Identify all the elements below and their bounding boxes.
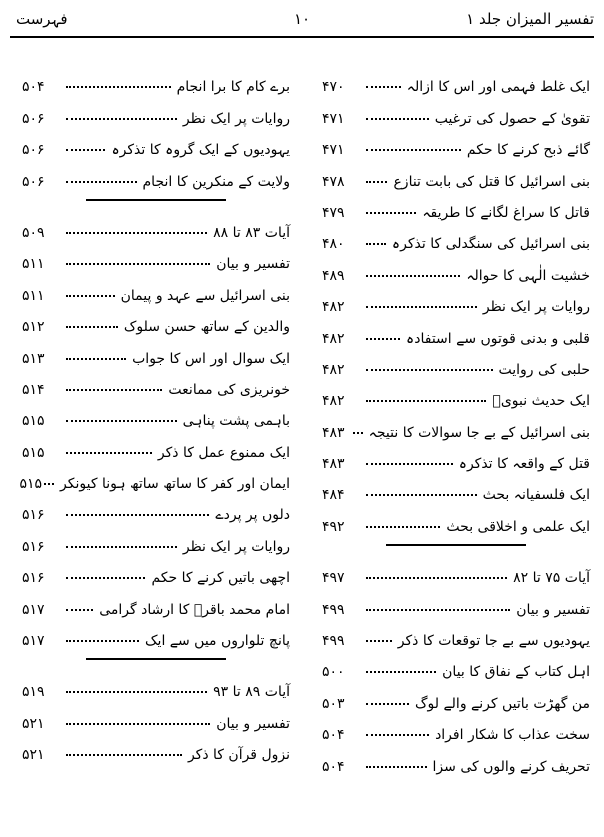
dot-leader [366,766,427,768]
toc-entry[interactable] [322,555,590,586]
dot-leader [66,326,118,328]
toc-entry[interactable] [322,347,590,378]
dot-leader [66,609,93,611]
toc-entry-title: آیات ۸۳ تا ۸۸ [209,225,290,241]
toc-entry-page: ۴۹۷ [322,570,364,586]
dot-leader [366,734,429,736]
toc-entry-title: ایک حدیث نبویؐ [488,393,590,409]
toc-entry[interactable] [322,64,590,95]
toc-entry-page: ۵۰۹ [22,225,64,241]
toc-entry-title: ایک علمی و اخلاقی بحث [442,519,590,535]
dot-leader [66,295,115,297]
toc-entry-page: ۴۸۰ [322,236,364,252]
dot-leader [366,526,440,528]
toc-entry-title: تقویٰ کے حصول کی ترغیب [431,111,590,127]
toc-entry-title: اچھی باتیں کرنے کا حکم [147,570,290,586]
dot-leader [66,181,137,183]
dot-leader [366,243,386,245]
separator-line [386,544,526,546]
toc-entry-page: ۵۲۱ [22,747,64,763]
toc-entry[interactable] [22,555,290,586]
toc-entry-title: تفسیر و بیان [212,716,290,732]
toc-entry[interactable] [22,618,290,649]
separator-line [86,199,226,201]
toc-entry-title: ایک فلسفیانہ بحث [479,487,590,503]
toc-entry[interactable] [322,252,590,283]
dot-leader [66,263,210,265]
toc-entry[interactable] [22,700,290,731]
toc-entry[interactable] [22,241,290,272]
toc-entry-title: خونریزی کی ممانعت [164,382,290,398]
toc-entry-title: بنی اسرائیل کے بے جا سوالات کا نتیجہ [365,425,590,441]
toc-entry-title: پانچ تلواروں میں سے ایک [141,633,290,649]
toc-entry-title: بنی اسرائیل کا قتل کی بابت تنازع [389,174,590,190]
toc-entry[interactable] [322,680,590,711]
toc-entry[interactable] [22,335,290,366]
page-number: ۱۰ [293,10,311,28]
toc-entry[interactable] [22,732,290,763]
toc-entry[interactable] [322,503,590,534]
dot-leader [66,420,177,422]
toc-entry[interactable] [322,221,590,252]
toc-entry-title: ایک سوال اور اس کا جواب [128,351,290,367]
toc-entry[interactable] [322,158,590,189]
toc-entry-page: ۵۰۶ [22,142,64,158]
dot-leader [66,640,139,642]
dot-leader [66,546,177,548]
toc-entry-page: ۵۱۲ [22,319,64,335]
toc-entry-title: باہمی پشت پناہی [179,413,290,429]
section-separator [22,649,290,669]
toc-entry-page: ۵۱۱ [22,256,64,272]
dot-leader [353,432,363,434]
toc-entry-title: حلبی کی روایت [495,362,590,378]
toc-entry-title: یہودیوں کے ایک گروہ کا تذکرہ [107,142,290,158]
dot-leader [66,723,210,725]
toc-entry[interactable] [22,492,290,523]
toc-entry[interactable] [22,127,290,158]
toc-entry[interactable] [322,95,590,126]
toc-left-column [19,64,290,764]
toc-entry[interactable] [22,95,290,126]
toc-entry-title: برے کام کا برا انجام [173,79,290,95]
toc-entry-page: ۴۸۹ [322,268,364,284]
toc-entry[interactable] [22,64,290,95]
toc-entry[interactable] [22,272,290,303]
toc-entry-title: نزول قرآن کا ذکر [184,747,290,763]
toc-entry[interactable] [22,158,290,189]
section-title: فہرست [16,10,68,28]
toc-entry-title: تفسیر و بیان [212,256,290,272]
dot-leader [66,86,171,88]
toc-entry-page: ۴۸۲ [322,362,364,378]
toc-entry-page: ۵۱۷ [22,633,64,649]
dot-leader [44,483,54,485]
toc-entry-title: آیات ۷۵ تا ۸۲ [509,570,590,586]
toc-entry-title: روایات پر ایک نظر [479,299,590,315]
toc-entry-page: ۵۰۴ [22,79,64,95]
toc-entry-page: ۵۱۹ [22,684,64,700]
toc-entry-page: ۴۷۹ [322,205,364,221]
toc-entry-page: ۵۰۴ [322,759,364,775]
toc-entry[interactable] [322,190,590,221]
toc-entry[interactable] [19,461,290,493]
toc-entry-title: روایات پر ایک نظر [179,539,290,555]
dot-leader [366,338,400,340]
dot-leader [366,369,493,371]
toc-entry-page: ۵۱۵ [22,413,64,429]
dot-leader [66,118,177,120]
toc-entry-page: ۴۷۱ [322,111,364,127]
toc-entry-title: یہودیوں سے بے جا توقعات کا ذکر [394,633,590,649]
toc-entry-title: قتل کے واقعہ کا تذکرہ [455,456,590,472]
toc-entry-page: ۵۲۱ [22,716,64,732]
toc-entry[interactable] [322,618,590,649]
toc-entry[interactable] [322,315,590,346]
toc-entry-title: امام محمد باقرؑ کا ارشاد گرامی [95,602,290,618]
toc-entry-page: ۵۰۶ [22,174,64,190]
dot-leader [66,389,162,391]
toc-entry-page: ۵۰۳ [322,696,364,712]
dot-leader [366,181,387,183]
separator-line [86,658,226,660]
toc-entry-title: قاتل کا سراغ لگانے کا طریقہ [418,205,590,221]
dot-leader [66,149,105,151]
toc-entry-page: ۵۱۶ [22,539,64,555]
toc-entry-title: والدین کے ساتھ حسن سلوک [120,319,290,335]
dot-leader [66,514,209,516]
toc-entry-page: ۵۱۴ [22,382,64,398]
toc-entry[interactable] [322,586,590,617]
toc-entry-title: روایات پر ایک نظر [179,111,290,127]
toc-entry-page: ۵۱۶ [22,570,64,586]
header-rule [10,36,594,38]
toc-entry[interactable] [322,284,590,315]
toc-entry[interactable] [322,409,590,440]
dot-leader [366,609,510,611]
toc-entry-page: ۵۱۱ [22,288,64,304]
toc-entry-title: من گھڑت باتیں کرنے والے لوگ [411,696,590,712]
toc-entry[interactable] [22,367,290,398]
toc-entry[interactable] [322,127,590,158]
dot-leader [66,232,207,234]
dot-leader [366,577,507,579]
dot-leader [366,86,401,88]
dot-leader [366,703,409,705]
toc-entry-page: ۵۱۵ [19,476,43,493]
toc-entry-page: ۵۱۵ [22,445,64,461]
toc-entry[interactable] [322,649,590,680]
dot-leader [366,306,477,308]
toc-entry-title: ایک ممنوع عمل کا ذکر [154,445,290,461]
toc-entry-page: ۵۰۰ [322,664,364,680]
dot-leader [366,400,486,402]
dot-leader [366,275,460,277]
toc-entry-page: ۴۷۱ [322,142,364,158]
dot-leader [366,671,436,673]
toc-entry-page: ۴۸۲ [322,299,364,315]
toc-entry-title: تحریف کرنے والوں کی سزا [429,759,590,775]
toc-right-column [322,64,590,775]
toc-entry-page: ۵۱۶ [22,507,64,523]
toc-entry[interactable] [22,398,290,429]
dot-leader [366,212,416,214]
toc-entry-page: ۴۹۹ [322,633,364,649]
toc-entry-title: قلبی و بدنی قوتوں سے استفادہ [402,331,590,347]
toc-entry-title: ایمان اور کفر کا ساتھ ساتھ ہونا کیونکر [56,476,290,492]
page-header [10,6,594,36]
dot-leader [66,452,152,454]
toc-entry[interactable] [22,586,290,617]
dot-leader [366,463,453,465]
toc-entry[interactable] [322,712,590,743]
toc-entry-page: ۴۸۲ [322,331,364,347]
toc-entry-page: ۴۸۲ [322,393,364,409]
toc-entry-title: بنی اسرائیل کی سنگدلی کا تذکرہ [388,236,590,252]
toc-entry-title: دلوں پر پردے [211,507,290,523]
toc-entry[interactable] [22,669,290,700]
toc-entry-page: ۴۸۳ [322,456,364,472]
toc-entry-page: ۴۸۴ [322,487,364,503]
toc-entry[interactable] [22,429,290,460]
toc-entry[interactable] [22,304,290,335]
dot-leader [66,754,182,756]
dot-leader [66,577,145,579]
dot-leader [66,358,126,360]
toc-entry-title: آیات ۸۹ تا ۹۳ [209,684,290,700]
toc-entry[interactable] [322,472,590,503]
toc-entry-title: بنی اسرائیل سے عہد و پیمان [117,288,290,304]
toc-entry-page: ۴۸۳ [322,425,351,441]
dot-leader [366,118,429,120]
toc-entry-page: ۴۹۲ [322,519,364,535]
dot-leader [366,640,392,642]
toc-entry-page: ۵۰۴ [322,727,364,743]
toc-entry-page: ۵۰۶ [22,111,64,127]
toc-entry-title: سخت عذاب کا شکار افراد [431,727,590,743]
toc-entry[interactable] [322,378,590,409]
toc-entry-title: ولایت کے منکرین کا انجام [139,174,290,190]
toc-entry-page: ۵۱۷ [22,602,64,618]
toc-entry-title: خشیت الٰہی کا حوالہ [462,268,590,284]
toc-entry-page: ۴۷۸ [322,174,364,190]
section-separator [322,535,590,555]
toc-entry[interactable] [322,441,590,472]
toc-entry-page: ۵۱۳ [22,351,64,367]
section-separator [22,190,290,210]
toc-entry-title: اہل کتاب کے نفاق کا بیان [438,664,590,680]
toc-entry[interactable] [22,523,290,554]
toc-entry-page: ۴۹۹ [322,602,364,618]
book-title: تفسیر المیزان جلد ۱ [466,10,594,28]
dot-leader [366,494,477,496]
toc-entry-title: ایک غلط فہمی اور اس کا ازالہ [403,79,590,95]
toc-entry[interactable] [22,210,290,241]
dot-leader [366,149,461,151]
dot-leader [66,691,207,693]
toc-entry-title: تفسیر و بیان [512,602,590,618]
toc-entry-title: گائے ذبح کرنے کا حکم [463,142,590,158]
toc-entry-page: ۴۷۰ [322,79,364,95]
toc-entry[interactable] [322,743,590,774]
